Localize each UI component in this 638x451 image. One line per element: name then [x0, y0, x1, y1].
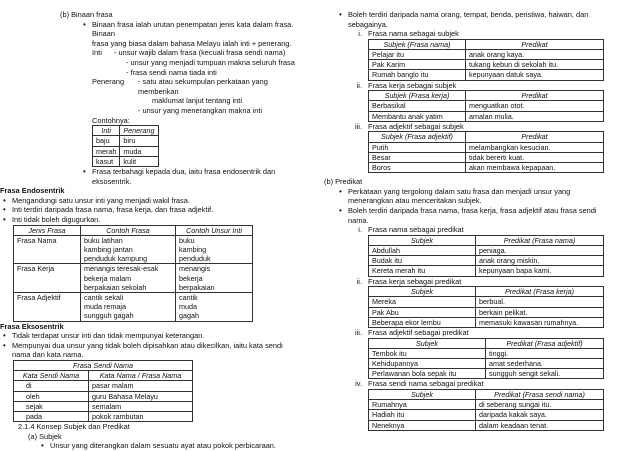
table-cell: anak orang miskin. [476, 256, 604, 266]
table-cell: peniaga. [476, 245, 604, 255]
frasa-types-bullet: • Frasa terbahagi kepada dua, iaitu frasa endosentrik dan eksosentrik. [80, 167, 310, 186]
table-header: Subjek (Frasa kerja) [369, 91, 466, 101]
table-header: Subjek (Frasa nama) [369, 39, 466, 49]
table-cell: Frasa Nama [14, 235, 81, 264]
table-row [369, 369, 604, 379]
table-row [93, 146, 159, 156]
table-header: Inti [93, 126, 120, 136]
item-number: iii. [355, 121, 362, 131]
endosentrik-heading: Frasa Endosentrik [0, 186, 65, 196]
table-cell: berbual. [476, 297, 604, 307]
table-cell: oleh [14, 391, 89, 401]
table-cell: buku kambing penduduk [176, 235, 253, 264]
table-header: Predikat [466, 39, 604, 49]
table-cell: kasut [93, 156, 120, 166]
table-cell: di [14, 381, 89, 391]
table-cell: kulit [120, 156, 158, 166]
table-row [93, 156, 159, 166]
table-header: Jenis Frasa [14, 225, 81, 235]
table-cell: Putih [369, 142, 466, 152]
table-cell: Hadiah itu [369, 410, 476, 420]
text-line: - unsur wajib dalam frasa (kecuali frasa sendi nama) [114, 48, 286, 58]
item-title: Frasa sendi nama sebagai predikat [368, 379, 484, 389]
table-cell: pasar malam [89, 381, 193, 391]
subjek-source-bullet [336, 10, 624, 29]
example-table [368, 286, 604, 328]
subjek-example-i [348, 29, 624, 80]
table-cell: Boros [369, 163, 466, 173]
table-cell: akan membawa kepapaan. [466, 163, 604, 173]
table-row [369, 410, 604, 420]
table-row [14, 264, 253, 293]
table-cell: semalam [89, 401, 193, 411]
table-cell: buku latihan kambing jantan penduduk kampung [81, 235, 176, 264]
text-line: - unsur yang menjadi tumpuan makna seluruh frasa [126, 57, 295, 67]
item-title: Frasa nama sebagai predikat [368, 225, 464, 235]
table-cell: menangis teresak-esak bekerja malam berpakaian sekolah [81, 264, 176, 293]
table-cell: Mereka [369, 297, 476, 307]
table-row [369, 297, 604, 307]
table-cell: anak orang kaya. [466, 49, 604, 59]
table-cell: Berbasikal [369, 101, 466, 111]
table-row [369, 49, 604, 59]
item-number: ii. [356, 276, 362, 286]
table-cell: Rumah banglo itu [369, 70, 466, 80]
table-cell: tidak bererti kuat. [466, 152, 604, 162]
text-line: • Perkataan yang tergolong dalam satu frasa dan menjadi unsur yang [348, 186, 571, 196]
table-header: Kata Nama / Frasa Nama [89, 371, 193, 381]
table-cell: Pak Abu [369, 307, 476, 317]
text-line: nama. [348, 215, 369, 225]
eksosentrik-heading: Frasa Eksosentrik [0, 321, 64, 331]
table-cell: amat sederhana. [486, 358, 604, 368]
table-row [369, 111, 604, 121]
table-cell: daripada kakak saya. [476, 410, 604, 420]
penerang-label: Penerang [92, 77, 125, 87]
table-cell: melambangkan kesucian. [466, 142, 604, 152]
table-cell: cantik sekali muda remaja sungguh gagah [81, 292, 176, 321]
item-title: Frasa adjektif sebagai subjek [368, 121, 464, 131]
table-cell: muda [120, 146, 158, 156]
table-cell: tukang kebun di sekolah itu. [466, 60, 604, 70]
binaan-bullet [80, 20, 310, 49]
text-line: - unsur yang menerangkan makna inti [138, 105, 263, 115]
table-cell: Pelajar itu [369, 49, 466, 59]
item-number: iv. [355, 379, 362, 389]
table-header: Subjek [369, 389, 476, 399]
predikat-example-iii [348, 328, 624, 379]
table-cell: Frasa Kerja [14, 264, 81, 293]
example-table [368, 131, 604, 173]
inti-definition [92, 48, 310, 77]
endo-bullet: • Mengandungi satu unsur inti yang menjadi wakil frasa. [0, 196, 310, 206]
table-row [369, 142, 604, 152]
predikat-example-i [348, 225, 624, 276]
subjek-example-ii [348, 81, 624, 122]
table-cell: dalam keadaan tenat. [476, 420, 604, 430]
ekso-bullet: • Tidak terdapat unsur inti dan tidak mempunyai keterangan. [0, 331, 310, 341]
text-line: • Mempunyai dua unsur yang tidak boleh dipisahkan atau dikecilkan, iaitu kata sendi [12, 340, 283, 350]
text-line: • Binaan frasa ialah urutan penempatan jenis kata dalam frasa. Binaan [92, 19, 294, 39]
item-number: i. [358, 225, 362, 235]
table-cell: Membantu anak yatim [369, 111, 466, 121]
text-line: frasa yang biasa dalam bahasa Melayu ialah inti + penerang. [92, 38, 292, 48]
table-cell: Beberapa ekor lembu [369, 317, 476, 327]
table-row [369, 266, 604, 276]
table-row [369, 307, 604, 317]
table-row [14, 401, 193, 411]
text-line: • Boleh terdiri daripada nama orang, tempat, benda, peristiwa, haiwan, dan [348, 10, 589, 19]
endo-bullet: • Inti terdiri daripada frasa nama, frasa kerja, dan frasa adjektif. [0, 205, 310, 215]
table-header: Predikat (Frasa adjektif) [486, 338, 604, 348]
table-cell: di seberang sungai itu. [476, 400, 604, 410]
table-header: Subjek [369, 287, 476, 297]
table-row [369, 60, 604, 70]
example-table [368, 389, 604, 431]
table-row [369, 420, 604, 430]
table-title: Frasa Sendi Nama [14, 360, 193, 370]
item-title: Frasa kerja sebagai predikat [368, 276, 462, 286]
table-cell: pada [14, 411, 89, 421]
table-cell: merah [93, 146, 120, 156]
table-header: Predikat [466, 91, 604, 101]
table-row [14, 411, 193, 421]
konsep-heading: 2.1.4 Konsep Subjek dan Predikat [18, 422, 130, 432]
subjek-bullet: • Unsur yang diterangkan dalam sesuatu ayat atau pokok perbicaraan. [38, 441, 310, 451]
predikat-example-ii [348, 277, 624, 328]
endo-bullet: • Inti tidak boleh digugurkan. [0, 215, 310, 225]
predikat-bullet [336, 206, 624, 225]
table-cell: menguatkan otot. [466, 101, 604, 111]
table-row [369, 152, 604, 162]
table-cell: sungguh sengit sekali. [486, 369, 604, 379]
text-line: • Boleh terdiri daripada frasa nama, frasa kerja, frasa adjektif atau frasa sendi [348, 205, 597, 215]
predikat-heading: (b) Predikat [324, 177, 363, 187]
endosentrik-table [13, 225, 253, 322]
ekso-bullet [0, 341, 310, 360]
table-header: Subjek [369, 338, 486, 348]
table-row [14, 381, 193, 391]
table-cell: memasuki kawasan rumahnya. [476, 317, 604, 327]
table-cell: baju [93, 136, 120, 146]
table-row [14, 391, 193, 401]
predikat-bullet [336, 187, 624, 206]
table-cell: tinggi. [486, 348, 604, 358]
table-row [14, 292, 253, 321]
table-cell: kepunyaan bapa kami. [476, 266, 604, 276]
table-header: Subjek [369, 235, 476, 245]
predikat-example-iv [348, 379, 624, 430]
table-row [369, 245, 604, 255]
table-cell: amalan mulia. [466, 111, 604, 121]
table-row [369, 163, 604, 173]
table-cell: Perlawanan bola sepak itu [369, 369, 486, 379]
right-column [324, 10, 624, 431]
table-cell: pokok rambutan [89, 411, 193, 421]
table-cell: guru Bahasa Melayu [89, 391, 193, 401]
table-header: Predikat (Frasa kerja) [476, 287, 604, 297]
table-row [369, 348, 604, 358]
table-cell: sejak [14, 401, 89, 411]
item-number: ii. [356, 80, 362, 90]
table-row [369, 358, 604, 368]
table-cell: Tembok itu [369, 348, 486, 358]
text-line: - frasa sendi nama tiada inti [126, 67, 217, 77]
table-cell: kepunyaan datuk saya. [466, 70, 604, 80]
item-title: Frasa adjektif sebagai predikat [368, 327, 469, 337]
penerang-definition [92, 77, 310, 115]
table-row [369, 101, 604, 111]
table-header: Predikat (Frasa sendi nama) [476, 389, 604, 399]
subjek-example-iii [348, 122, 624, 173]
table-cell: Rumahnya [369, 400, 476, 410]
table-header: Contoh Frasa [81, 225, 176, 235]
text-line: menerangkan atau menceritakan subjek. [348, 196, 482, 206]
sendi-nama-table [13, 360, 193, 422]
table-cell: Frasa Adjektif [14, 292, 81, 321]
text-line: nama dan kata nama. [12, 350, 84, 360]
text-line: - satu atau sekumpulan perkataan yang memberikan [138, 77, 268, 96]
table-header: Predikat [466, 132, 604, 142]
table-header: Contoh Unsur Inti [176, 225, 253, 235]
item-number: i. [358, 29, 362, 39]
table-header: Predikat (Frasa nama) [476, 235, 604, 245]
table-header: Penerang [120, 126, 158, 136]
text-line: maklumat lanjut tentang inti [152, 96, 242, 106]
table-cell: Budak itu [369, 256, 476, 266]
table-row [369, 256, 604, 266]
inti-label: Inti [92, 48, 102, 58]
binaan-frasa-heading: (b) Binaan frasa [60, 10, 113, 19]
table-header: Subjek (Frasa adjektif) [369, 132, 466, 142]
example-table [368, 90, 604, 122]
table-cell: Besar [369, 152, 466, 162]
table-row [369, 70, 604, 80]
table-cell: Neneknya [369, 420, 476, 430]
example-table [368, 338, 604, 380]
table-cell: Kereta merah itu [369, 266, 476, 276]
table-cell: berkain pelikat. [476, 307, 604, 317]
table-cell: Abdullah [369, 245, 476, 255]
table-row [93, 136, 159, 146]
table-cell: cantik muda gagah [176, 292, 253, 321]
inti-penerang-table [92, 125, 159, 167]
item-title: Frasa nama sebagai subjek [368, 29, 459, 39]
example-table [368, 235, 604, 277]
table-cell: Pak Karim [369, 60, 466, 70]
item-number: iii. [355, 327, 362, 337]
table-cell: menangis bekerja berpakaian [176, 264, 253, 293]
table-row [369, 400, 604, 410]
table-header: Kata Sendi Nama [14, 371, 89, 381]
table-cell: Kehidupannya [369, 358, 486, 368]
left-column [0, 10, 310, 451]
subjek-heading: (a) Subjek [28, 431, 62, 441]
item-title: Frasa kerja sebagai subjek [368, 80, 457, 90]
contoh-label: Contohnya: [92, 115, 130, 125]
example-table [368, 39, 604, 81]
table-row [14, 235, 253, 264]
text-line: sebagainya. [348, 19, 388, 29]
table-row [369, 317, 604, 327]
table-cell: biru [120, 136, 158, 146]
